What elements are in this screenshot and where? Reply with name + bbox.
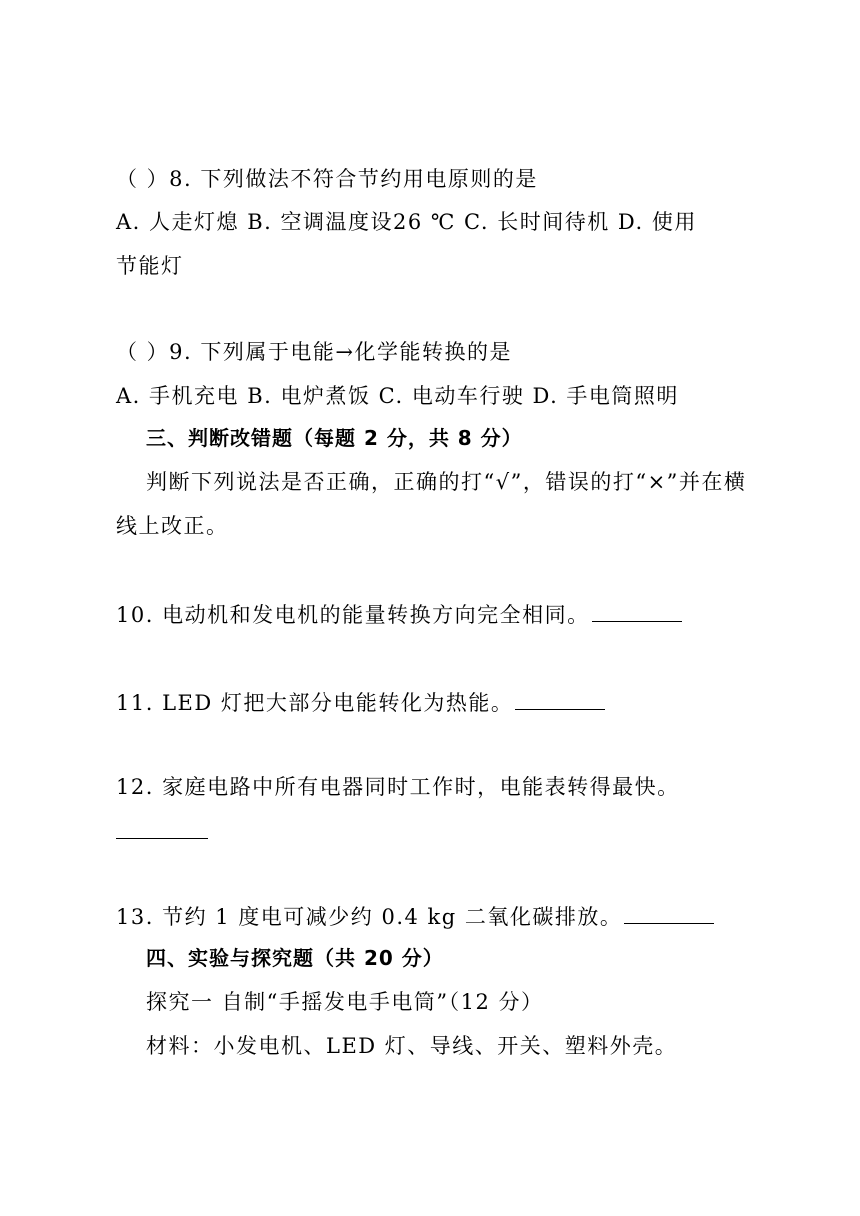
section3-instruction: 判断下列说法是否正确，正确的打“√”，错误的打“×”并在横线上改正。 xyxy=(116,470,747,538)
answer-blank-11[interactable] xyxy=(515,691,605,710)
answer-blank-12[interactable] xyxy=(116,838,208,839)
judge-item-10 xyxy=(116,603,682,626)
materials-line: 材料：小发电机、LED 灯、导线、开关、塑料外壳。 xyxy=(146,1034,678,1058)
judge-item-11 xyxy=(116,691,605,714)
q9-options: A. 手机充电 B. 电炉煮饭 C. 电动车行驶 D. 手电筒照明 xyxy=(116,384,679,408)
judge-item-13-text: 13. 节约 1 度电可减少约 0.4 kg 二氧化碳排放。 xyxy=(116,905,623,929)
section4-title: 四、实验与探究题（共 20 分） xyxy=(146,946,444,970)
inquiry1-title: 探究一 自制“手摇发电手电筒”（12 分） xyxy=(146,990,544,1014)
answer-blank-10[interactable] xyxy=(592,603,682,622)
judge-item-12 xyxy=(116,777,680,798)
q8-options-line1: A. 人走灯熄 B. 空调温度设26 ℃ C. 长时间待机 D. 使用 xyxy=(116,210,697,234)
judge-item-13 xyxy=(116,905,714,928)
section3-title: 三、判断改错题（每题 2 分，共 8 分） xyxy=(146,426,523,450)
judge-item-11-text: 11. LED 灯把大部分电能转化为热能。 xyxy=(116,691,514,715)
judge-item-12-text: 12. 家庭电路中所有电器同时工作时，电能表转得最快。 xyxy=(116,775,680,799)
answer-blank-13[interactable] xyxy=(624,905,714,924)
judge-item-10-text: 10. 电动机和发电机的能量转换方向完全相同。 xyxy=(116,603,590,627)
q9-stem: （ ）9. 下列属于电能→化学能转换的是 xyxy=(116,340,512,364)
q8-stem: （ ）8. 下列做法不符合节约用电原则的是 xyxy=(116,167,538,191)
q8-options-line2: 节能灯 xyxy=(116,254,184,278)
